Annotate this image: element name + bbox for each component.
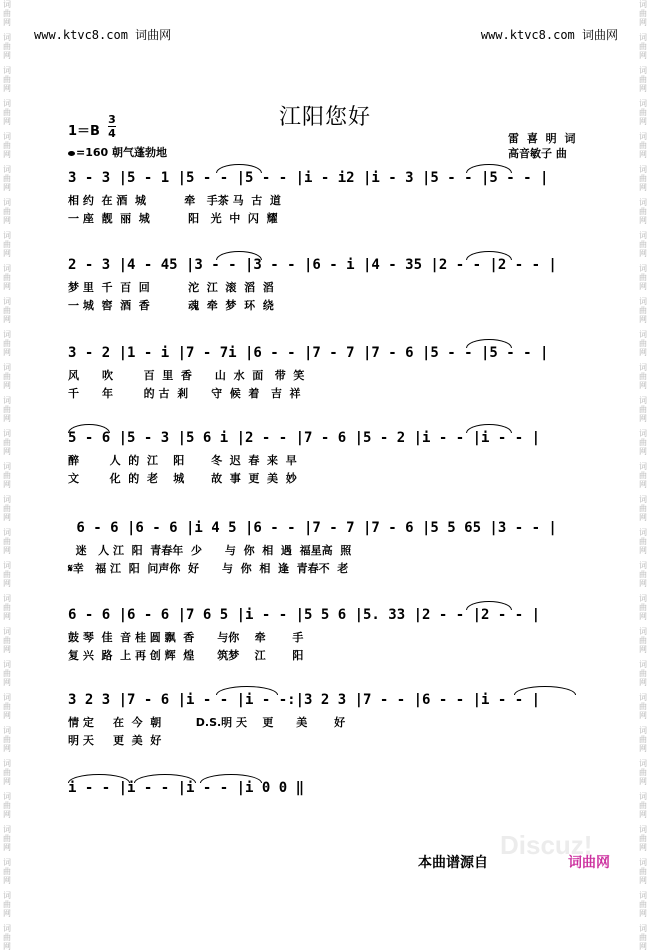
forum-watermark: Discuz! [500,830,593,860]
notation-line: i - - |i - - |i - - |i 0 0 ‖ [68,780,305,796]
margin-text: 词曲网 [639,0,647,27]
margin-text: 词曲网 [3,198,11,225]
margin-text: 词曲网 [639,693,647,720]
margin-text: 词曲网 [3,693,11,720]
tie-arc [200,774,262,783]
time-signature [108,113,116,140]
tie-arc [68,774,130,783]
margin-text: 词曲网 [3,231,11,258]
tempo-text: =160 朝气蓬勃地 [76,146,168,159]
score-system [68,343,588,403]
margin-text: 词曲网 [639,231,647,258]
tie-arc [216,251,262,260]
margin-text: 词曲网 [3,99,11,126]
margin-text: 词曲网 [3,264,11,291]
header-site-right[interactable]: www.ktvc8.com 词曲网 [480,28,618,42]
margin-text: 词曲网 [3,33,11,60]
song-title: 江阳您好 [278,105,371,130]
tie-arc [216,686,278,695]
notation-line: 5 - 6 |5 - 3 |5 6 i |2 - - |7 - 6 |5 - 2 |i - - |i - - | [68,430,541,446]
margin-text: 词曲网 [639,33,647,60]
margin-text: 词曲网 [639,528,647,555]
lyric-line-2: 文 化 的 老 城 故 事 更 美 妙 [68,472,297,485]
lyric-line-1: 相 约 在 酒 城 牵 手茶 马 古 道 [68,194,281,207]
margin-text: 词曲网 [639,825,647,852]
quarter-note-icon [68,151,75,156]
tie-arc [514,686,576,695]
margin-text: 词曲网 [639,759,647,786]
margin-text: 词曲网 [639,297,647,324]
lyric-line-1: 醉 人 的 江 阳 冬 迟 春 来 早 [68,454,297,467]
margin-text: 词曲网 [639,99,647,126]
margin-text: 词曲网 [639,858,647,885]
lyric-line-1: 迷 人 江 阳 青春年 少 与 你 相 遇 福星高 照 [68,544,352,557]
margin-text: 词曲网 [639,924,647,951]
header-site-left[interactable]: www.ktvc8.com 词曲网 [34,28,172,42]
margin-text: 词曲网 [3,924,11,951]
margin-text: 词曲网 [3,528,11,555]
score-system [68,255,588,315]
tie-arc [134,774,196,783]
margin-text: 词曲网 [3,561,11,588]
tie-arc [216,164,262,173]
margin-text: 词曲网 [639,363,647,390]
lyric-line-2: 一 城 窖 酒 香 魂 牵 梦 环 绕 [68,299,274,312]
margin-text: 词曲网 [3,891,11,918]
margin-text: 词曲网 [639,396,647,423]
tie-arc [466,339,512,348]
margin-text: 词曲网 [3,0,11,27]
footer-source-text: 本曲谱源自 [418,855,488,871]
time-signature-top: 3 [108,113,116,126]
score-system [68,518,588,578]
lyric-line-2: 复 兴 路 上 再 创 辉 煌 筑梦 江 阳 [68,649,304,662]
margin-text: 词曲网 [639,165,647,192]
margin-text: 词曲网 [639,429,647,456]
margin-text: 词曲网 [639,462,647,489]
tie-arc [466,251,512,260]
lyric-line-2: 一 座 靓 丽 城 阳 光 中 闪 耀 [68,212,278,225]
margin-text: 词曲网 [639,66,647,93]
tie-arc [466,164,512,173]
lyric-line-1: 风 吹 百 里 香 山 水 面 带 笑 [68,369,305,382]
lyricist-credit: 雷 喜 明 词 [508,132,578,145]
margin-text: 词曲网 [639,594,647,621]
right-margin-watermark [638,0,648,951]
margin-text: 词曲网 [3,462,11,489]
lyric-line-1: 鼓 琴 佳 音 桂 圆 飘 香 与你 牵 手 [68,631,304,644]
margin-text: 词曲网 [3,66,11,93]
margin-text: 词曲网 [3,429,11,456]
margin-text: 词曲网 [639,792,647,819]
margin-text: 词曲网 [3,759,11,786]
notation-line: 3 - 2 |1 - i |7 - 7i |6 - - |7 - 7 |7 - 6 |5 - - |5 - - | [68,345,549,361]
lyric-line-1: 梦 里 千 百 回 沱 江 滚 滔 滔 [68,281,274,294]
margin-text: 词曲网 [3,297,11,324]
margin-text: 词曲网 [639,330,647,357]
notation-line: 6 - 6 |6 - 6 |7 6 5 |i - - |5 5 6 |5. 33 |2 - - |2 - - | [68,607,541,623]
margin-text: 词曲网 [639,660,647,687]
tie-arc [68,424,110,433]
time-signature-bottom: 4 [108,127,116,140]
margin-text: 词曲网 [639,891,647,918]
margin-text: 词曲网 [3,627,11,654]
margin-text: 词曲网 [3,726,11,753]
margin-text: 词曲网 [639,561,647,588]
tempo-marking [68,144,167,160]
lyric-line-2: 𝄋幸 福 江 阳 问声你 好 与 你 相 逢 青春不 老 [68,562,349,575]
notation-line: 3 2 3 |7 - 6 |i - - |i - -:|3 2 3 |7 - - |6 - - |i - - | [68,692,541,708]
margin-text: 词曲网 [639,495,647,522]
margin-text: 词曲网 [3,165,11,192]
tie-arc [466,424,512,433]
composer-credit: 高音敏子 曲 [508,147,567,160]
margin-text: 词曲网 [639,627,647,654]
margin-text: 词曲网 [3,858,11,885]
notation-line: 6 - 6 |6 - 6 |i 4 5 |6 - - |7 - 7 |7 - 6 |5 5 65 |3 - - | [68,520,557,536]
margin-text: 词曲网 [3,825,11,852]
lyric-line-2: 千 年 的 古 剎 守 候 着 吉 祥 [68,387,301,400]
margin-text: 词曲网 [639,726,647,753]
notation-line: 3 - 3 |5 - 1 |5 - - |5 - - |i - i2 |i - 3 |5 - - |5 - - | [68,170,549,186]
margin-text: 词曲网 [3,363,11,390]
margin-text: 词曲网 [639,132,647,159]
margin-text: 词曲网 [3,132,11,159]
score-system [68,605,588,665]
lyric-line-1: 情 定 在 今 朝 D.S.明 天 更 美 好 [68,716,346,729]
notation-line: 2 - 3 |4 - 45 |3 - - |3 - - |6 - i |4 - 35 |2 - - |2 - - | [68,257,557,273]
lyric-line-2: 明 天 更 美 好 [68,734,162,747]
score-system [68,168,588,228]
key-signature: 1＝B [68,124,100,139]
score-system [68,690,588,750]
margin-text: 词曲网 [3,495,11,522]
footer-site-link[interactable]: 词曲网 [568,855,610,871]
score-system [68,428,588,488]
score-system [68,778,588,798]
tie-arc [466,601,512,610]
margin-text: 词曲网 [3,330,11,357]
margin-text: 词曲网 [639,198,647,225]
margin-text: 词曲网 [639,264,647,291]
margin-text: 词曲网 [3,792,11,819]
margin-text: 词曲网 [3,396,11,423]
left-margin-watermark [2,0,12,951]
margin-text: 词曲网 [3,594,11,621]
margin-text: 词曲网 [3,660,11,687]
